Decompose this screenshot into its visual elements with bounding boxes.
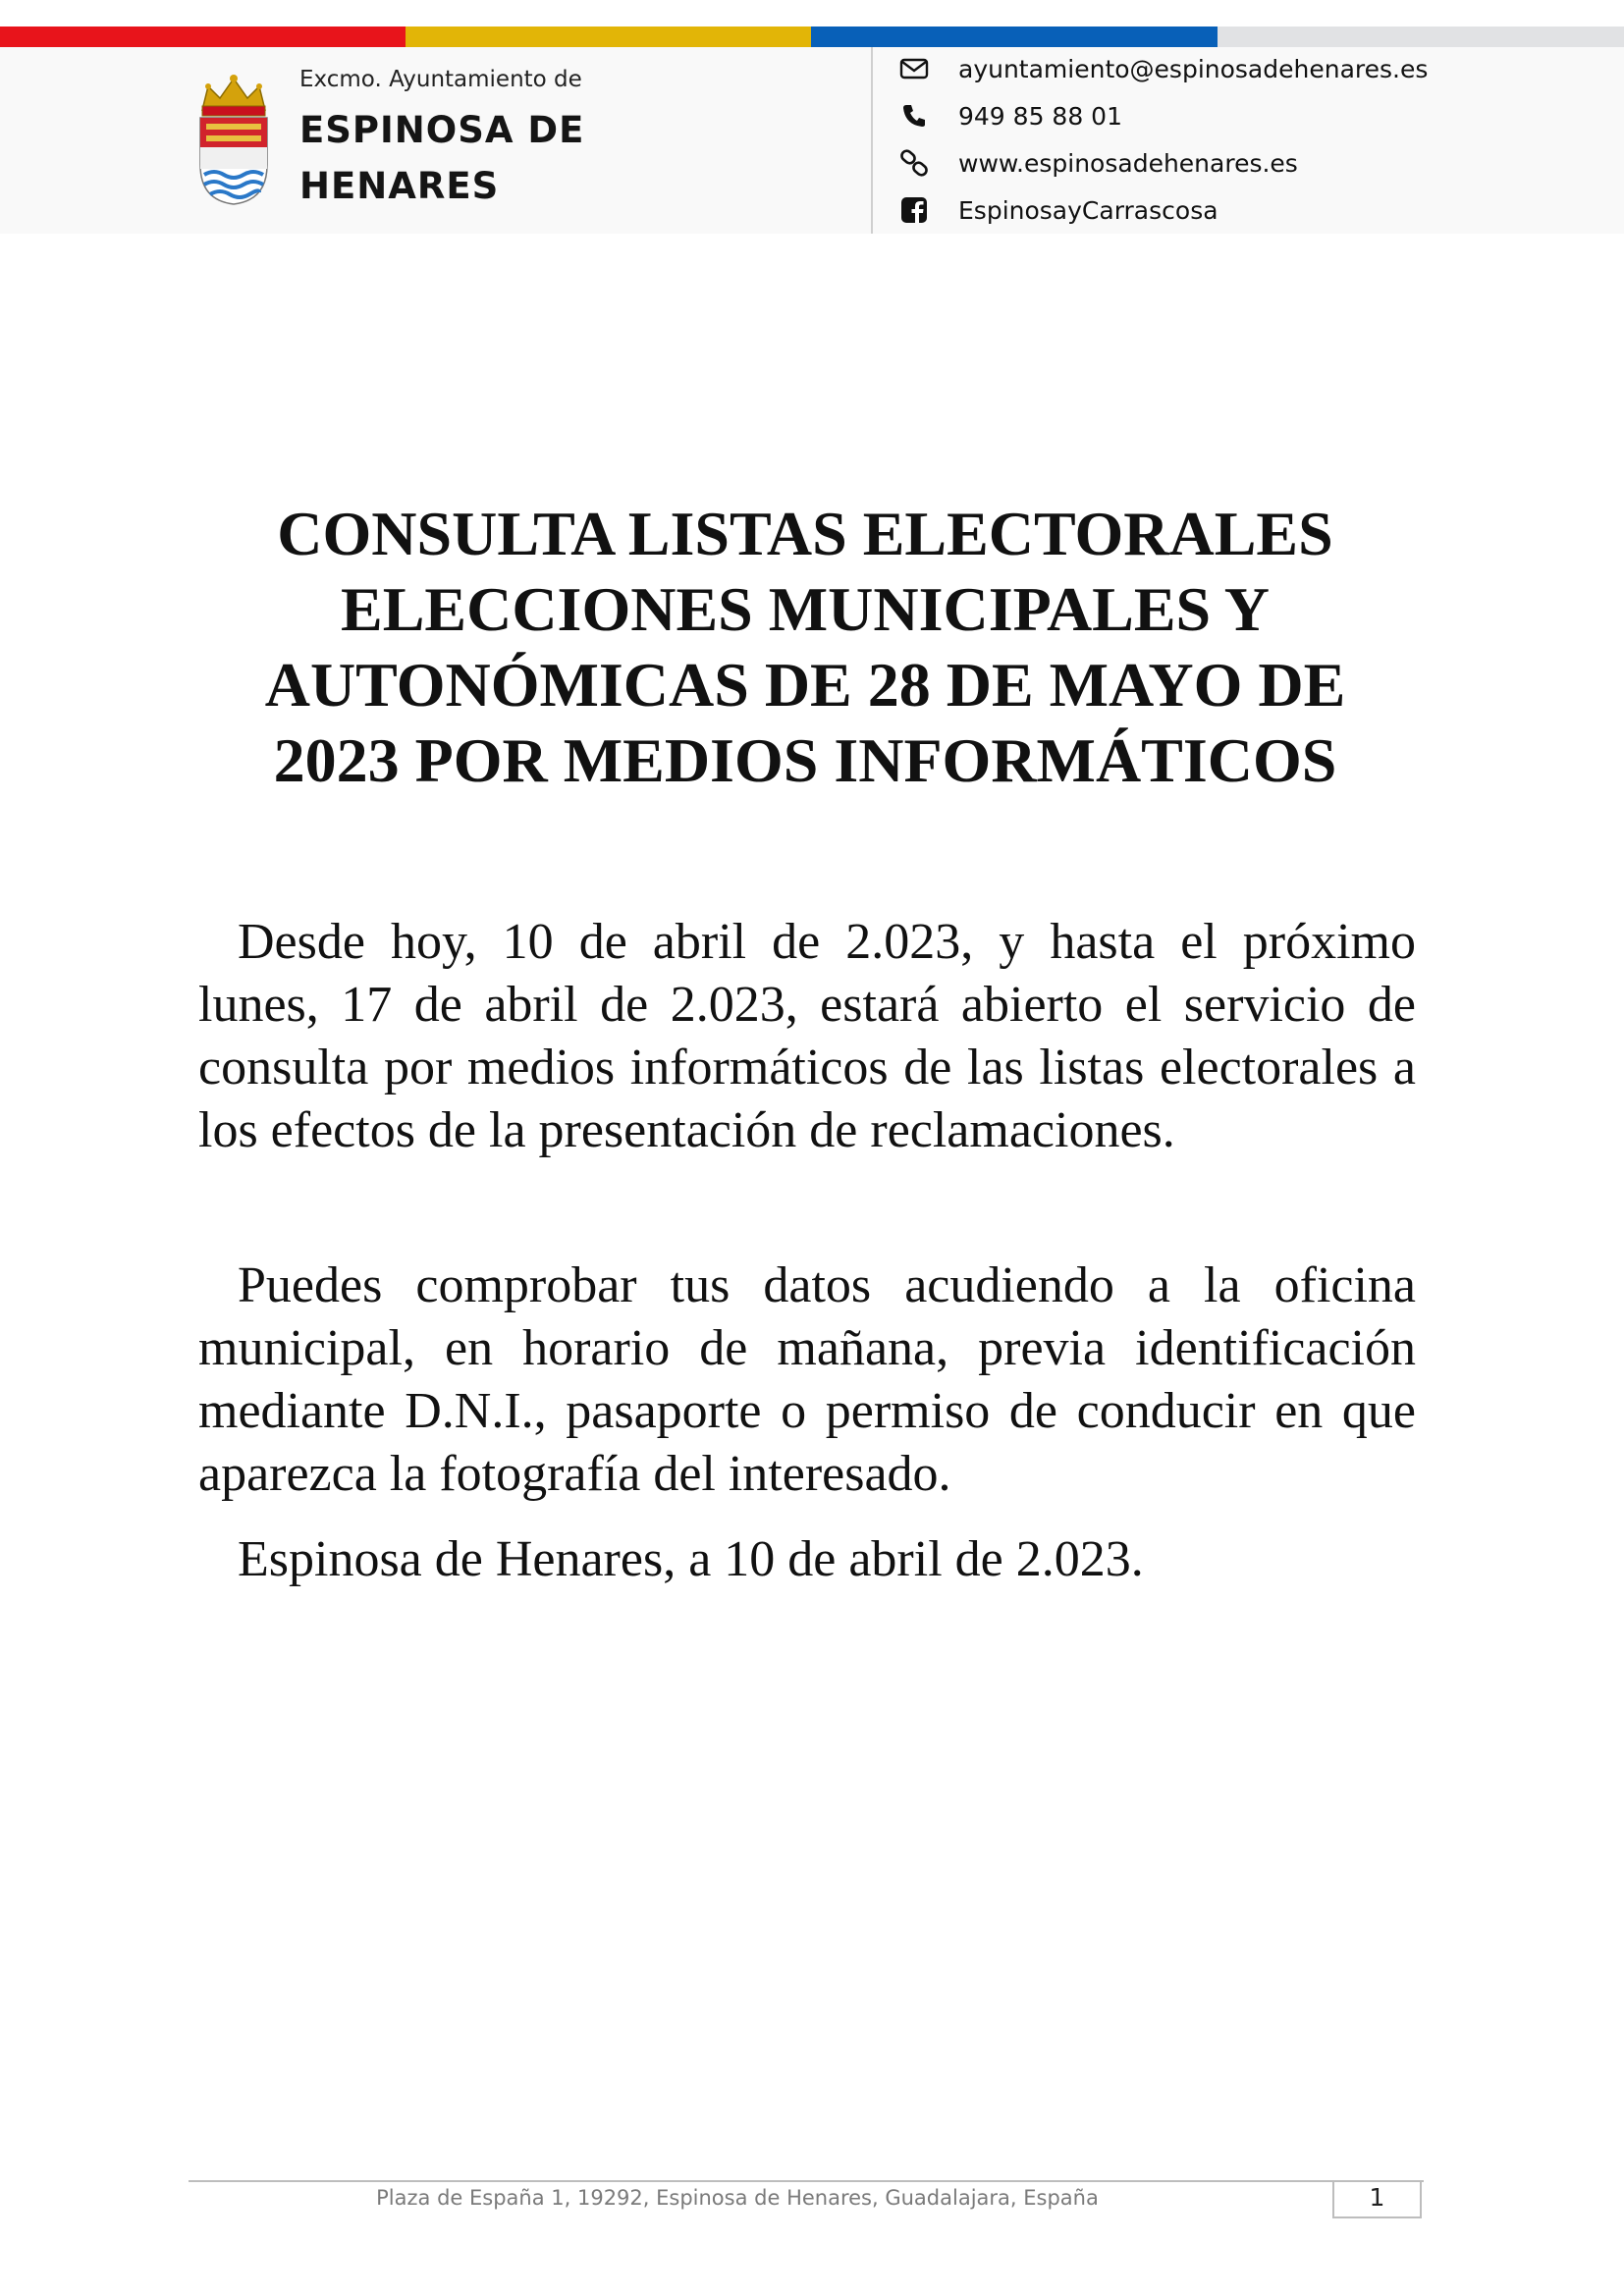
title-line: CONSULTA LISTAS ELECTORALES: [277, 499, 1333, 568]
color-band-grey: [1218, 27, 1624, 47]
document-title: [167, 496, 1443, 798]
page-number: 1: [1332, 2181, 1422, 2218]
contact-phone[interactable]: [897, 96, 1585, 135]
color-band-yellow: [406, 27, 811, 47]
org-name: [299, 102, 584, 214]
org-name-line2: HENARES: [299, 165, 500, 207]
facebook-icon: [897, 193, 931, 227]
contact-phone-text: 949 85 88 01: [958, 101, 1122, 131]
paragraph-text: Puedes comprobar tus datos acudiendo a la oficina municipal, en horario de mañana, previa identificación mediante D.N.I., pasaporte o permiso de conducir en que aparezca la fotografía del interesado.: [198, 1257, 1416, 1502]
contact-website-text: www.espinosadehenares.es: [958, 148, 1298, 178]
org-name-line1: ESPINOSA DE: [299, 109, 585, 151]
color-band-red: [0, 27, 406, 47]
color-band-blue: [811, 27, 1218, 47]
contact-email[interactable]: [897, 49, 1585, 88]
envelope-icon: [897, 52, 931, 85]
contact-email-text: ayuntamiento@espinosadehenares.es: [958, 54, 1429, 83]
org-prefix: Excmo. Ayuntamiento de: [299, 67, 582, 92]
footer-address: Plaza de España 1, 19292, Espinosa de Henares, Guadalajara, España: [376, 2186, 1099, 2210]
paragraph-signature-date: [198, 1528, 1416, 1591]
title-line: ELECCIONES MUNICIPALES Y: [341, 574, 1270, 644]
title-line: 2023 POR MEDIOS INFORMÁTICOS: [273, 725, 1337, 795]
phone-icon: [897, 99, 931, 133]
link-icon: [897, 146, 931, 180]
title-line: AUTONÓMICAS DE 28 DE MAYO DE: [264, 650, 1346, 720]
paragraph-text: Desde hoy, 10 de abril de 2.023, y hasta el próximo lunes, 17 de abril de 2.023, estará abierto el servicio de consulta por medios informáticos de las listas electorales a los efectos de la presentación de reclamaciones.: [198, 914, 1416, 1158]
footer-divider: [189, 2180, 1424, 2182]
contact-facebook-text: EspinosayCarrascosa: [958, 195, 1218, 225]
header-divider: [871, 47, 873, 234]
paragraph-consultation-period: [198, 911, 1416, 1162]
coat-of-arms-icon: [194, 71, 273, 208]
paragraph-check-data: [198, 1255, 1416, 1506]
contact-website[interactable]: [897, 143, 1585, 183]
paragraph-text: Espinosa de Henares, a 10 de abril de 2.023.: [238, 1531, 1144, 1587]
contact-facebook[interactable]: [897, 190, 1585, 230]
